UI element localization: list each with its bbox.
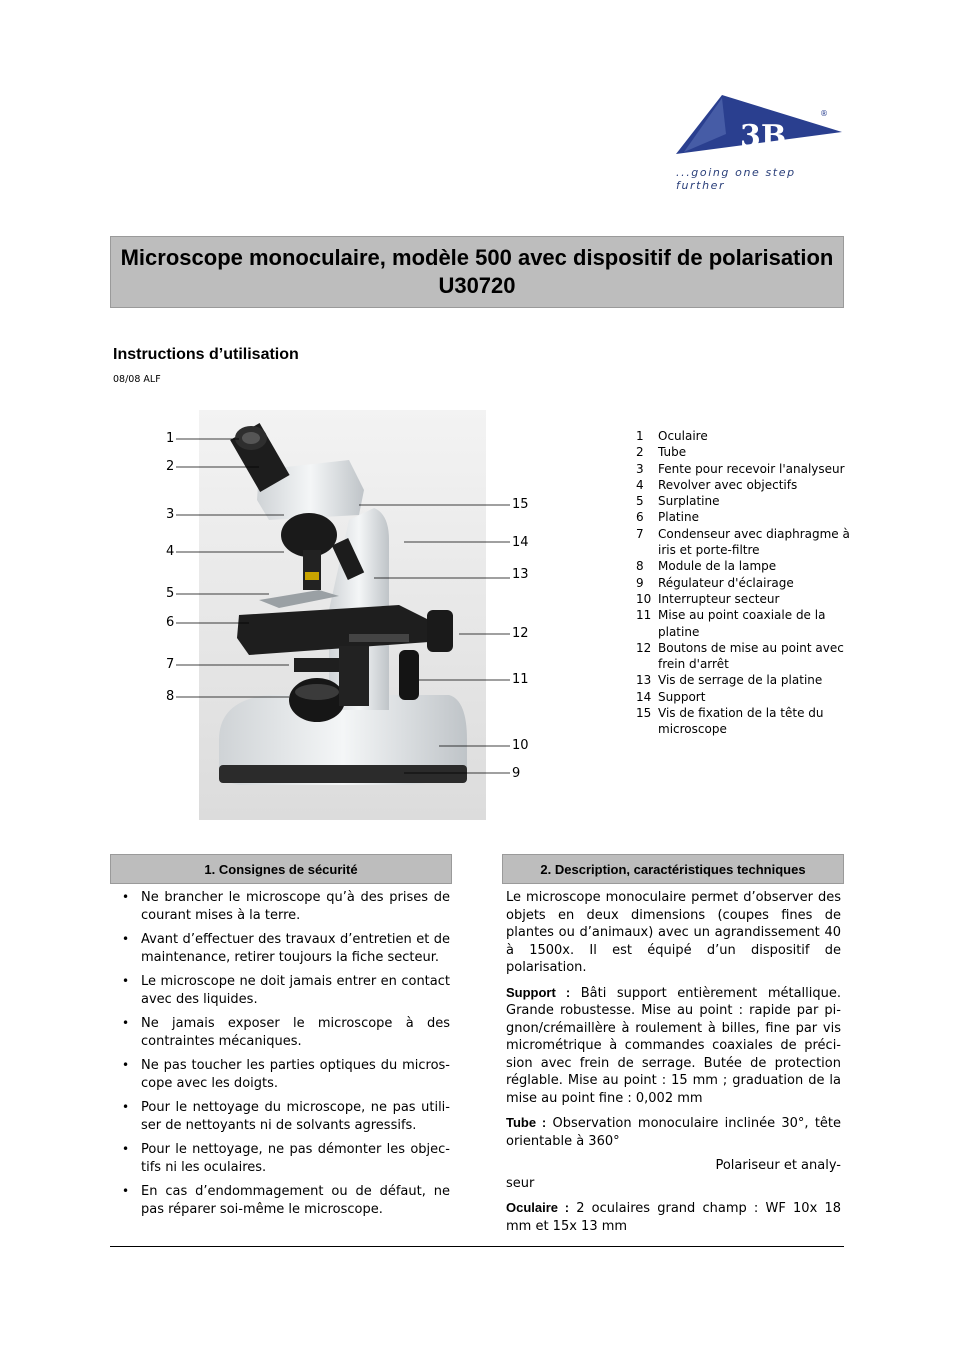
- description-body: [506, 889, 841, 1242]
- callout-2: 2: [166, 459, 175, 474]
- safety-list: [110, 889, 450, 1225]
- callout-13: 13: [512, 567, 529, 582]
- footer-divider: [110, 1246, 844, 1247]
- list-item: • Avant d’effectuer des travaux d’entretien et de maintenance, retirer toujours la fiche secteur.: [110, 931, 450, 966]
- spec-tube: Tube : Observation monoculaire inclinée 30°, tête orientable à 360°: [506, 1115, 842, 1149]
- title-banner: [110, 236, 844, 308]
- legend-item: 3 Fente pour recevoir l'analyseur: [636, 461, 845, 476]
- callout-lines-outer: [176, 410, 511, 820]
- callout-10: 10: [512, 738, 529, 753]
- legend-item: 9 Régulateur d'éclairage: [636, 575, 794, 590]
- callout-3: 3: [166, 507, 175, 522]
- callout-7: 7: [166, 657, 175, 672]
- callout-8: 8: [166, 689, 175, 704]
- doc-code: 08/08 ALF: [113, 374, 161, 385]
- callout-4: 4: [166, 544, 175, 559]
- legend-item: 10 Interrupteur secteur: [636, 591, 780, 606]
- bullet-icon: •: [121, 932, 130, 946]
- callout-6: 6: [166, 615, 175, 630]
- legend-item: 14 Support: [636, 689, 706, 704]
- legend-item: 12 Boutons de mise au point avec frein d'arrêt: [636, 640, 844, 672]
- section-heading-safety: 1. Consignes de sécurité: [110, 854, 452, 884]
- list-item: • Ne brancher le microscope qu’à des prises de courant mises à la terre.: [110, 889, 450, 924]
- spec-polarizer: Polariseur et analy- seur: [506, 1158, 841, 1191]
- logo-brand-text: 3B: [740, 119, 787, 154]
- svg-text:®: ®: [820, 109, 828, 118]
- list-item: • Pour le nettoyage, ne pas démonter les objec-tifs ni les oculaires.: [110, 1141, 450, 1176]
- list-item: • En cas d’endommagement ou de défaut, ne pas réparer soi-même le microscope.: [110, 1183, 450, 1218]
- bullet-icon: •: [121, 1142, 130, 1156]
- callout-1: 1: [166, 431, 175, 446]
- page-title: Microscope monoculaire, modèle 500 avec dispositif de polarisation: [120, 245, 834, 270]
- callout-14: 14: [512, 535, 529, 550]
- callout-12: 12: [512, 626, 529, 641]
- logo-tagline: ...going one step further: [676, 166, 796, 192]
- parts-legend: [636, 428, 851, 738]
- legend-item: 15 Vis de fixation de la tête du microscope: [636, 706, 824, 737]
- legend-item: 7 Condenseur avec diaphragme à iris et porte-filtre: [636, 526, 850, 558]
- list-item: • Pour le nettoyage du microscope, ne pas utili-ser de nettoyants ni de solvants agressifs.: [110, 1099, 450, 1134]
- section-heading-description: 2. Description, caractéristiques techniques: [502, 854, 844, 884]
- legend-item: 1 Oculaire: [636, 429, 708, 443]
- legend-item: 11 Mise au point coaxiale de la platine: [636, 608, 826, 639]
- list-item: • Ne jamais exposer le microscope à des contraintes mécaniques.: [110, 1015, 450, 1050]
- bullet-icon: •: [121, 1184, 130, 1198]
- callout-15: 15: [512, 497, 529, 512]
- callout-5: 5: [166, 586, 175, 601]
- spec-support: Support : Bâti support entièrement métallique. Grande robustesse. Mise au point : rapide par pi-gnon/crémaillère à roulement à billes, fine par vis micrométrique à commandes coaxiales de préci-sion avec frein de serrage. Butée de protection réglable. Mise au point : 15 mm ; graduation de la mise au point fine : 0,002 mm: [506, 984, 842, 1106]
- legend-item: 13 Vis de serrage de la platine: [636, 673, 823, 688]
- bullet-icon: •: [121, 974, 130, 988]
- legend-item: 4 Revolver avec objectifs: [636, 477, 798, 492]
- legend-item: 2 Tube: [636, 445, 687, 460]
- callout-9: 9: [512, 766, 521, 781]
- product-code: U30720: [438, 273, 516, 298]
- bullet-icon: •: [121, 1016, 130, 1030]
- bullet-icon: •: [121, 1058, 130, 1072]
- callout-11: 11: [512, 672, 529, 687]
- legend-item: 8 Module de la lampe: [636, 559, 777, 574]
- legend-item: 5 Surplatine: [636, 494, 720, 509]
- bullet-icon: •: [121, 890, 130, 904]
- list-item: • Ne pas toucher les parties optiques du micros-cope avec les doigts.: [110, 1057, 450, 1092]
- subtitle: Instructions d’utilisation: [113, 346, 299, 363]
- description-intro: Le microscope monoculaire permet d’observer des objets en deux dimensions (coupes fines de plantes ou d’animaux) avec un agrandissement 40 à 1500x. Il est équipé d’un dispositif de polarisation.: [506, 890, 841, 975]
- spec-ocular: Oculaire : 2 oculaires grand champ : WF 10x 18 mm et 15x 13 mm: [506, 1200, 841, 1234]
- list-item: • Le microscope ne doit jamais entrer en contact avec des liquides.: [110, 973, 450, 1008]
- legend-item: 6 Platine: [636, 510, 699, 525]
- bullet-icon: •: [121, 1100, 130, 1114]
